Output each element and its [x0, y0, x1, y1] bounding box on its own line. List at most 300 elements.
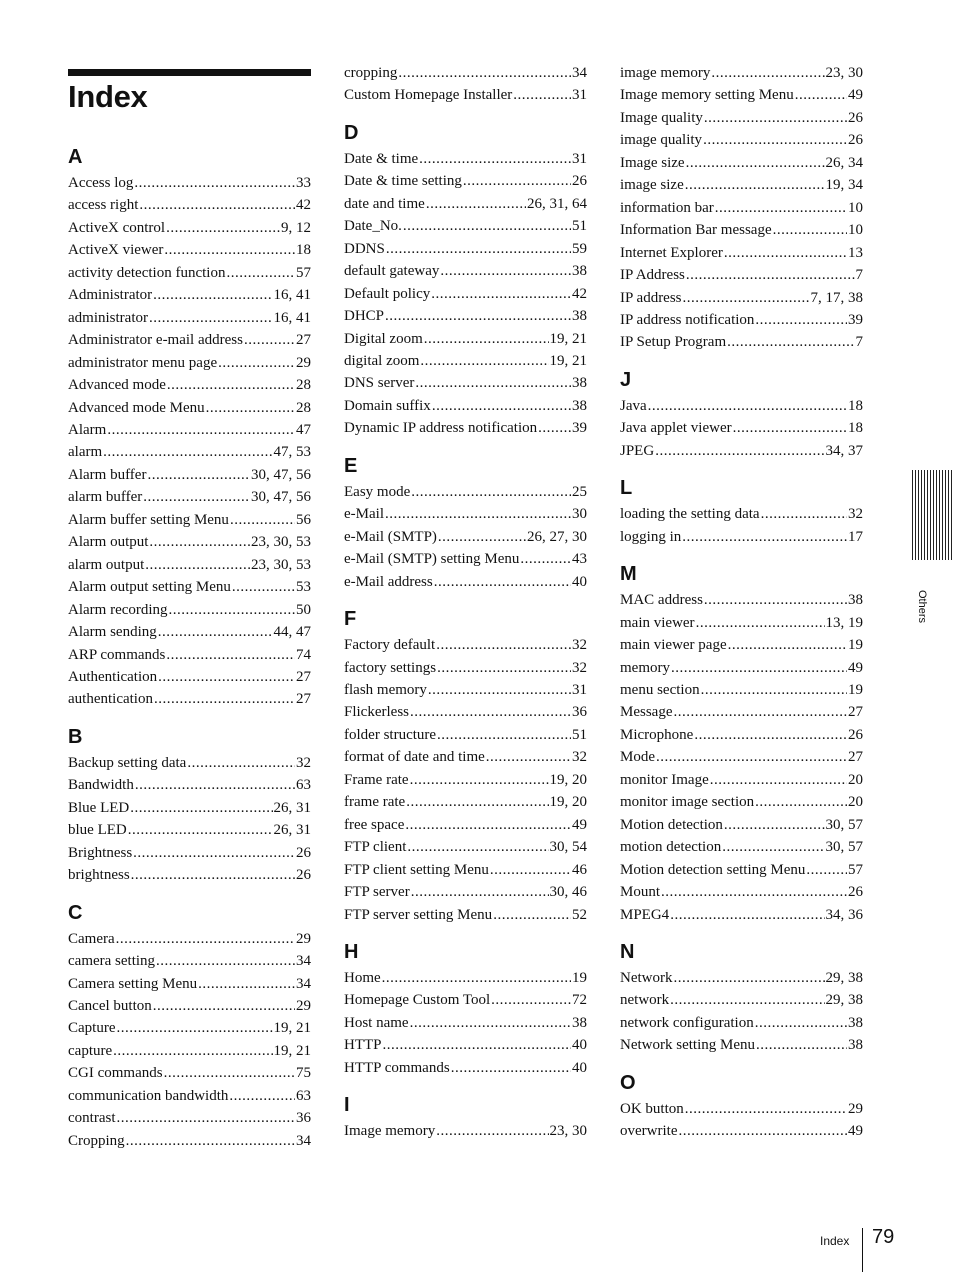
index-entry [344, 1120, 587, 1142]
index-term: Bandwidth [68, 777, 134, 794]
index-entry [620, 1034, 863, 1056]
dot-leader [538, 417, 571, 439]
index-page-refs: 49 [848, 659, 863, 676]
index-entry [68, 1040, 311, 1062]
index-group [344, 62, 587, 107]
dot-leader [403, 215, 571, 237]
dot-leader [436, 1120, 548, 1142]
index-term: DNS server [344, 375, 415, 392]
index-entry [68, 464, 311, 486]
index-letter-heading: N [620, 940, 635, 963]
index-term: Motion detection setting Menu [620, 861, 806, 878]
index-entry [620, 174, 863, 196]
dot-leader [685, 1098, 847, 1120]
index-page-refs: 74 [296, 646, 311, 663]
dot-leader [440, 260, 571, 282]
dot-leader [116, 928, 295, 950]
index-page-refs: 38 [572, 1014, 587, 1031]
index-entry [68, 666, 311, 688]
index-letter-heading: F [344, 608, 357, 631]
index-letter-heading: I [344, 1094, 350, 1117]
index-entry [620, 62, 863, 84]
index-column-2 [344, 62, 587, 1157]
index-page-refs: 16, 41 [273, 287, 311, 304]
index-term: Image quality [620, 109, 703, 126]
index-column-1 [68, 145, 311, 1166]
index-entry [620, 859, 863, 881]
dot-leader [426, 193, 526, 215]
dot-leader [116, 1107, 295, 1129]
index-entry [344, 328, 587, 350]
dot-leader [806, 859, 847, 881]
index-page-refs: 26, 31 [273, 822, 311, 839]
index-page-refs: 33 [296, 175, 311, 191]
index-term: FTP client [344, 839, 407, 856]
index-term: e-Mail (SMTP) setting Menu [344, 551, 520, 568]
index-page-refs: 19, 34 [825, 177, 863, 194]
dot-leader [733, 417, 847, 439]
index-term: network configuration [620, 1014, 754, 1031]
dot-leader [386, 238, 571, 260]
dot-leader [437, 724, 571, 746]
dot-leader [704, 589, 847, 611]
index-group [68, 901, 311, 1153]
index-entry [68, 842, 311, 864]
dot-leader [139, 194, 295, 216]
index-page-refs: 23, 30 [825, 65, 863, 81]
index-term: Alarm output [68, 534, 149, 551]
index-group [620, 940, 863, 1057]
index-entry [68, 217, 311, 239]
index-page-refs: 51 [572, 726, 587, 743]
index-page-refs: 30, 47, 56 [251, 466, 311, 483]
index-entry [68, 819, 311, 841]
index-entry [620, 197, 863, 219]
index-page-refs: 57 [296, 264, 311, 281]
index-page-refs: 53 [296, 579, 311, 596]
index-term: Camera setting Menu [68, 975, 198, 992]
index-page-refs: 26 [296, 844, 311, 861]
index-entry [620, 679, 863, 701]
index-page-refs: 31 [572, 150, 587, 167]
index-term: Digital zoom [344, 330, 423, 347]
index-term: Alarm buffer [68, 466, 147, 483]
index-entry [344, 881, 587, 903]
index-entry [68, 239, 311, 261]
index-entry [68, 329, 311, 351]
dot-leader [661, 881, 847, 903]
index-entry [620, 526, 863, 548]
index-page-refs: 26 [848, 132, 863, 149]
index-term: Network setting Menu [620, 1037, 755, 1054]
dot-leader [696, 612, 825, 634]
index-entry [620, 242, 863, 264]
index-page-refs: 38 [572, 263, 587, 280]
index-page-refs: 29 [296, 354, 311, 371]
index-term: Message [620, 704, 673, 721]
index-page-refs: 57 [848, 861, 863, 878]
index-entry [68, 752, 311, 774]
dot-leader [164, 1062, 295, 1084]
index-entry [344, 769, 587, 791]
index-entry [620, 701, 863, 723]
index-term: Camera [68, 930, 115, 947]
index-entry [344, 701, 587, 723]
dot-leader [149, 531, 250, 553]
index-group [68, 145, 311, 711]
index-term: logging in [620, 528, 682, 545]
index-page-refs: 32 [848, 506, 863, 523]
index-entry [620, 107, 863, 129]
index-page-refs: 36 [296, 1110, 311, 1127]
index-page-refs: 56 [296, 511, 311, 528]
index-page-refs: 42 [572, 285, 587, 302]
index-term: date and time [344, 195, 425, 212]
index-entry [68, 995, 311, 1017]
index-term: free space [344, 816, 405, 833]
index-term: Custom Homepage Installer [344, 87, 513, 104]
index-page-refs: 43 [572, 551, 587, 568]
index-entry [620, 503, 863, 525]
index-page-refs: 16, 41 [273, 309, 311, 326]
index-page-refs: 49 [572, 816, 587, 833]
index-entry [620, 904, 863, 926]
dot-leader [198, 973, 295, 995]
index-entry [344, 724, 587, 746]
dot-leader [107, 419, 295, 441]
index-group [344, 607, 587, 926]
index-page-refs: 72 [572, 992, 587, 1009]
index-term: Image memory [344, 1123, 436, 1140]
dot-leader [382, 967, 571, 989]
dot-leader [755, 309, 847, 331]
index-term: ARP commands [68, 646, 166, 663]
index-page-refs: 17 [848, 528, 863, 545]
index-group [344, 454, 587, 593]
index-entry [344, 503, 587, 525]
dot-leader [724, 814, 825, 836]
dot-leader [226, 262, 295, 284]
index-term: MPEG4 [620, 906, 670, 923]
index-entry [68, 1062, 311, 1084]
index-term: image memory [620, 65, 711, 81]
index-page-refs: 38 [848, 1014, 863, 1031]
index-term: FTP server [344, 884, 410, 901]
index-term: OK button [620, 1100, 684, 1117]
index-term: Domain suffix [344, 397, 431, 414]
index-group [344, 940, 587, 1079]
index-term: factory settings [344, 659, 437, 676]
index-term: IP Setup Program [620, 334, 727, 351]
index-entry [620, 989, 863, 1011]
dot-leader [244, 329, 295, 351]
dot-leader [410, 1012, 571, 1034]
dot-leader [434, 571, 571, 593]
index-term: Blue LED [68, 799, 130, 816]
index-page-refs: 19, 21 [273, 1042, 311, 1059]
dot-leader [405, 814, 571, 836]
dot-leader [710, 769, 847, 791]
index-entry [344, 1012, 587, 1034]
index-entry [68, 1085, 311, 1107]
index-term: Alarm output setting Menu [68, 579, 231, 596]
dot-leader [145, 554, 250, 576]
index-entry [68, 621, 311, 643]
index-entry [68, 864, 311, 886]
index-term: FTP client setting Menu [344, 861, 489, 878]
index-page-refs: 31 [572, 681, 587, 698]
index-entry [344, 679, 587, 701]
index-page-refs: 26, 31 [273, 799, 311, 816]
index-term: memory [620, 659, 670, 676]
index-page-refs: 38 [848, 592, 863, 609]
index-term: Date & time setting [344, 173, 462, 190]
index-entry [68, 419, 311, 441]
index-page-refs: 34 [572, 65, 587, 81]
index-page-refs: 7 [855, 267, 863, 284]
dot-leader [230, 509, 295, 531]
index-term: ActiveX control [68, 219, 166, 236]
index-page-refs: 52 [572, 906, 587, 923]
index-entry [620, 1012, 863, 1034]
index-page-refs: 23, 30 [549, 1123, 587, 1140]
index-page-refs: 75 [296, 1065, 311, 1082]
index-page-refs: 38 [572, 308, 587, 325]
dot-leader [424, 328, 549, 350]
dot-leader [164, 239, 295, 261]
index-term: Internet Explorer [620, 244, 723, 261]
index-entry [620, 791, 863, 813]
index-term: main viewer page [620, 637, 727, 654]
index-page-refs: 51 [572, 218, 587, 235]
index-term: default gateway [344, 263, 440, 280]
index-term: Java applet viewer [620, 420, 732, 437]
index-term: Home [344, 969, 381, 986]
dot-leader [683, 287, 810, 309]
index-entry [620, 589, 863, 611]
dot-leader [147, 464, 250, 486]
index-entry [68, 644, 311, 666]
index-entry [68, 172, 311, 194]
index-page-refs: 30, 47, 56 [251, 489, 311, 506]
index-page-refs: 30, 57 [825, 816, 863, 833]
dot-leader [711, 62, 824, 84]
index-page-refs: 50 [296, 601, 311, 618]
index-entry [344, 283, 587, 305]
dot-leader [143, 486, 250, 508]
index-page-refs: 26 [572, 173, 587, 190]
index-entry [344, 526, 587, 548]
dot-leader [229, 1085, 295, 1107]
index-page-refs: 59 [572, 240, 587, 257]
dot-leader [126, 1130, 295, 1152]
index-page-refs: 26 [296, 867, 311, 884]
dot-leader [493, 904, 571, 926]
index-page-refs: 27 [296, 668, 311, 685]
index-letter-heading: M [620, 563, 637, 586]
index-page-refs: 63 [296, 777, 311, 794]
dot-leader [513, 84, 571, 106]
dot-leader [130, 797, 272, 819]
index-term: Easy mode [344, 483, 411, 500]
index-page-refs: 26 [848, 884, 863, 901]
index-page-refs: 36 [572, 704, 587, 721]
index-page-refs: 30 [572, 506, 587, 523]
index-page-refs: 19, 21 [549, 352, 587, 369]
dot-leader [773, 219, 847, 241]
index-page-refs: 30, 57 [825, 839, 863, 856]
index-page-refs: 28 [296, 399, 311, 416]
index-entry [344, 395, 587, 417]
index-term: access right [68, 197, 139, 214]
index-page-refs: 40 [572, 1037, 587, 1054]
dot-leader [686, 264, 855, 286]
index-entry [344, 305, 587, 327]
index-term: IP address [620, 289, 682, 306]
dot-leader [722, 836, 824, 858]
index-term: Backup setting data [68, 754, 187, 771]
index-term: JPEG [620, 442, 655, 459]
index-term: Motion detection [620, 816, 723, 833]
index-term: Brightness [68, 844, 133, 861]
dot-leader [795, 84, 847, 106]
index-entry [68, 194, 311, 216]
index-group [620, 62, 863, 354]
index-page-refs: 29 [296, 997, 311, 1014]
section-thumb-label: Others [916, 590, 928, 624]
dot-leader [398, 62, 571, 84]
index-entry [620, 219, 863, 241]
index-letter-heading: O [620, 1071, 636, 1094]
index-page-refs: 32 [296, 754, 311, 771]
index-entry [68, 307, 311, 329]
index-entry [344, 814, 587, 836]
index-entry [620, 440, 863, 462]
index-entry [344, 148, 587, 170]
dot-leader [703, 129, 847, 151]
index-entry [68, 352, 311, 374]
dot-leader [432, 395, 571, 417]
index-page-refs: 9, 12 [281, 219, 311, 236]
index-term: digital zoom [344, 352, 420, 369]
index-letter-heading: H [344, 940, 359, 963]
dot-leader [410, 701, 571, 723]
index-page-refs: 26 [848, 109, 863, 126]
index-page-refs: 29 [848, 1100, 863, 1117]
page-title: Index [68, 79, 148, 114]
index-page-refs: 10 [848, 199, 863, 216]
index-page-refs: 40 [572, 1059, 587, 1076]
index-entry [620, 724, 863, 746]
dot-leader [156, 950, 295, 972]
index-term: Microphone [620, 726, 694, 743]
index-page-refs: 29 [296, 930, 311, 947]
dot-leader [407, 836, 548, 858]
index-term: MAC address [620, 592, 703, 609]
dot-leader [116, 1017, 272, 1039]
dot-leader [694, 724, 847, 746]
index-term: HTTP [344, 1037, 382, 1054]
dot-leader [727, 331, 854, 353]
index-entry [620, 152, 863, 174]
index-term: IP Address [620, 267, 685, 284]
index-entry [620, 1098, 863, 1120]
index-page-refs: 47 [296, 421, 311, 438]
index-term: capture [68, 1042, 113, 1059]
index-page-refs: 28 [296, 377, 311, 394]
dot-leader [724, 242, 847, 264]
index-page-refs: 39 [848, 311, 863, 328]
dot-leader [232, 576, 295, 598]
dot-leader [678, 1120, 847, 1142]
index-term: Homepage Custom Tool [344, 992, 491, 1009]
index-group [620, 368, 863, 462]
index-entry [620, 1120, 863, 1142]
index-entry [620, 881, 863, 903]
index-entry [344, 904, 587, 926]
index-page-refs: 26 [848, 726, 863, 743]
index-entry [68, 531, 311, 553]
index-page-refs: 29, 38 [825, 969, 863, 986]
index-entry [620, 967, 863, 989]
index-term: Advanced mode Menu [68, 399, 205, 416]
index-page-refs: 23, 30, 53 [251, 534, 311, 551]
dot-leader [167, 374, 295, 396]
index-term: Mode [620, 749, 655, 766]
index-term: Alarm buffer setting Menu [68, 511, 229, 528]
index-term: main viewer [620, 614, 695, 631]
index-term: Cancel button [68, 997, 152, 1014]
dot-leader [415, 372, 571, 394]
index-letter-heading: E [344, 454, 358, 477]
index-page-refs: 7 [855, 334, 863, 351]
dot-leader [419, 148, 571, 170]
dot-leader [113, 1040, 272, 1062]
index-term: FTP server setting Menu [344, 906, 493, 923]
index-term: folder structure [344, 726, 437, 743]
index-page-refs: 30, 46 [549, 884, 587, 901]
index-letter-heading: B [68, 725, 83, 748]
index-page-refs: 18 [848, 397, 863, 414]
index-term: overwrite [620, 1123, 678, 1140]
index-term: Access log [68, 175, 134, 191]
index-letter-heading: J [620, 368, 632, 391]
dot-leader [686, 152, 825, 174]
title-rule [68, 69, 311, 76]
index-page-refs: 38 [572, 375, 587, 392]
index-page-refs: 32 [572, 659, 587, 676]
index-entry [68, 554, 311, 576]
index-page-refs: 38 [572, 397, 587, 414]
index-page-refs: 7, 17, 38 [810, 289, 863, 306]
index-entry [344, 193, 587, 215]
index-page-refs: 34 [296, 1132, 311, 1149]
index-entry [344, 84, 587, 106]
index-entry [68, 374, 311, 396]
index-term: IP address notification [620, 311, 755, 328]
dot-leader [656, 746, 847, 768]
dot-leader [385, 305, 571, 327]
dot-leader [670, 989, 824, 1011]
index-page-refs: 27 [848, 704, 863, 721]
index-term: Advanced mode [68, 377, 166, 394]
index-entry [620, 746, 863, 768]
index-page-refs: 34 [296, 953, 311, 970]
index-page-refs: 19, 21 [273, 1020, 311, 1037]
index-entry [620, 836, 863, 858]
index-entry [620, 769, 863, 791]
index-entry [620, 634, 863, 656]
